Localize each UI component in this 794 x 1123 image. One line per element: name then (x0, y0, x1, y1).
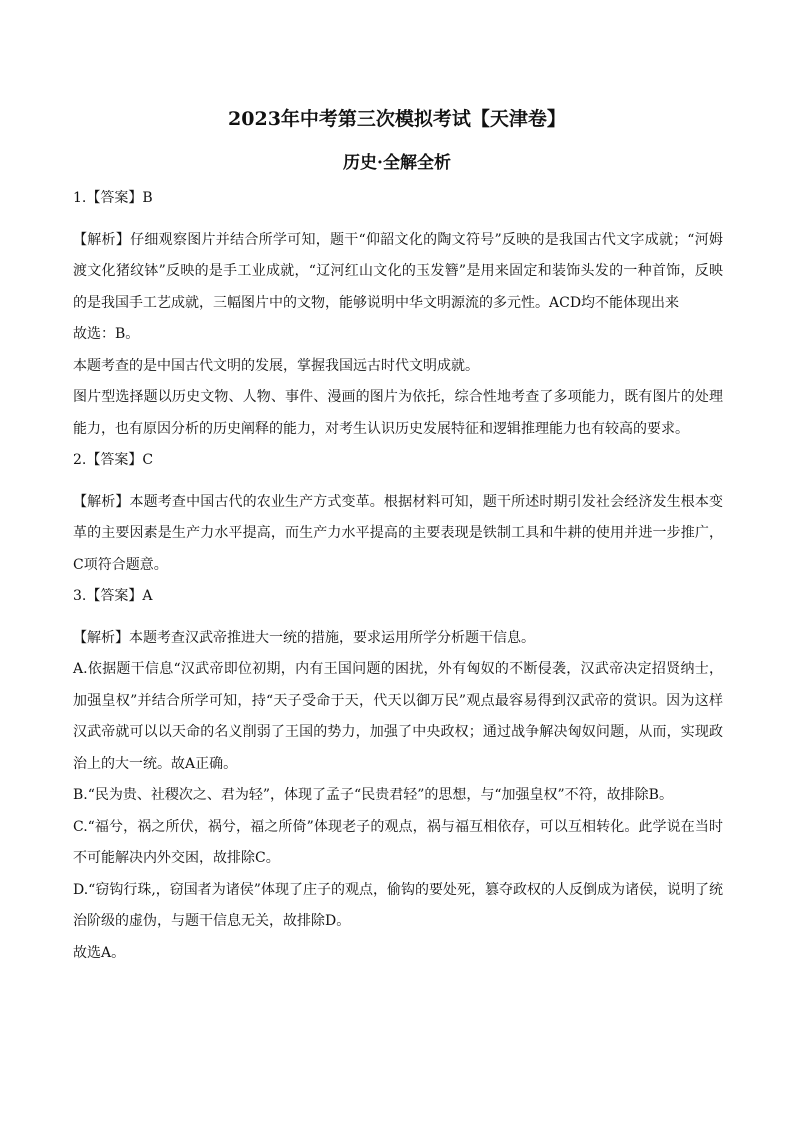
analysis-1-p1: 【解析】仔细观察图片并结合所学可知，题干“仰韶文化的陶文符号”反映的是我国古代文字成就；“河姆渡文化猪纹钵”反映的是手工业成就，“辽河红山文化的玉发簪”是用来固定和装饰头发的一种首饰，反映的是我国手工艺成就，三幅图片中的文物，能够说明中华文明源流的多元性。ACD均不能体现出来 (73, 231, 723, 311)
analysis-2-p1: 【解析】本题考查中国古代的农业生产方式变革。根据材料可知，题干所述时期引发社会经济发生根本变革的主要因素是生产力水平提高，而生产力水平提高的主要表现是铁制工具和牛耕的使用并进一步推广，C项符合题意。 (73, 493, 723, 573)
analysis-3-p4: C.“福兮，祸之所伏，祸兮，福之所倚”体现老子的观点，祸与福互相依存，可以互相转化。此学说在当时不可能解决内外交困，故排除C。 (73, 818, 723, 866)
document-title: 2023年中考第三次模拟考试【天津卷】 (228, 108, 566, 130)
analysis-3-p2: A.依据题干信息“汉武帝即位初期，内有王国问题的困扰，外有匈奴的不断侵袭，汉武帝决定招贤纳士，加强皇权”并结合所学可知，持“天子受命于天，代天以御万民”观点最容易得到汉武帝的赏识。因为这样汉武帝就可以以天命的名义削弱了王国的势力，加强了中央政权；通过战争解决匈奴问题，从而，实现政治上的大一统。故A正确。 (73, 661, 723, 772)
analysis-3-p6: 故选A。 (73, 944, 126, 961)
analysis-3-p5: D.“窃钩行珠,，窃国者为诸侯”体现了庄子的观点，偷钩的要处死，篡夺政权的人反倒成为诸侯，说明了统治阶级的虚伪，与题干信息无关，故排除D。 (73, 881, 723, 929)
answer-2: 2.【答案】C (73, 452, 154, 468)
answer-3: 3.【答案】A (73, 588, 153, 604)
answer-content (73, 183, 723, 969)
analysis-3-p1: 【解析】本题考查汉武帝推进大一统的措施，要求运用所学分析题干信息。 (73, 629, 535, 646)
document-subtitle: 历史·全解全析 (343, 153, 451, 173)
analysis-1-p4: 图片型选择题以历史文物、人物、事件、漫画的图片为依托，综合性地考查了多项能力，既有图片的处理能力，也有原因分析的历史阐释的能力，对考生认识历史发展特征和逻辑推理能力也有较高的要求。 (73, 389, 723, 437)
analysis-3-p3: B.“民为贵、社稷次之、君为轻”，体现了孟子“民贵君轻”的思想，与“加强皇权”不符，故排除B。 (73, 787, 673, 803)
analysis-1-p3: 本题考查的是中国古代文明的发展，掌握我国远古时代文明成就。 (73, 357, 479, 374)
answer-1: 1.【答案】B (73, 190, 153, 206)
analysis-1-p2: 故选：B。 (73, 326, 140, 342)
